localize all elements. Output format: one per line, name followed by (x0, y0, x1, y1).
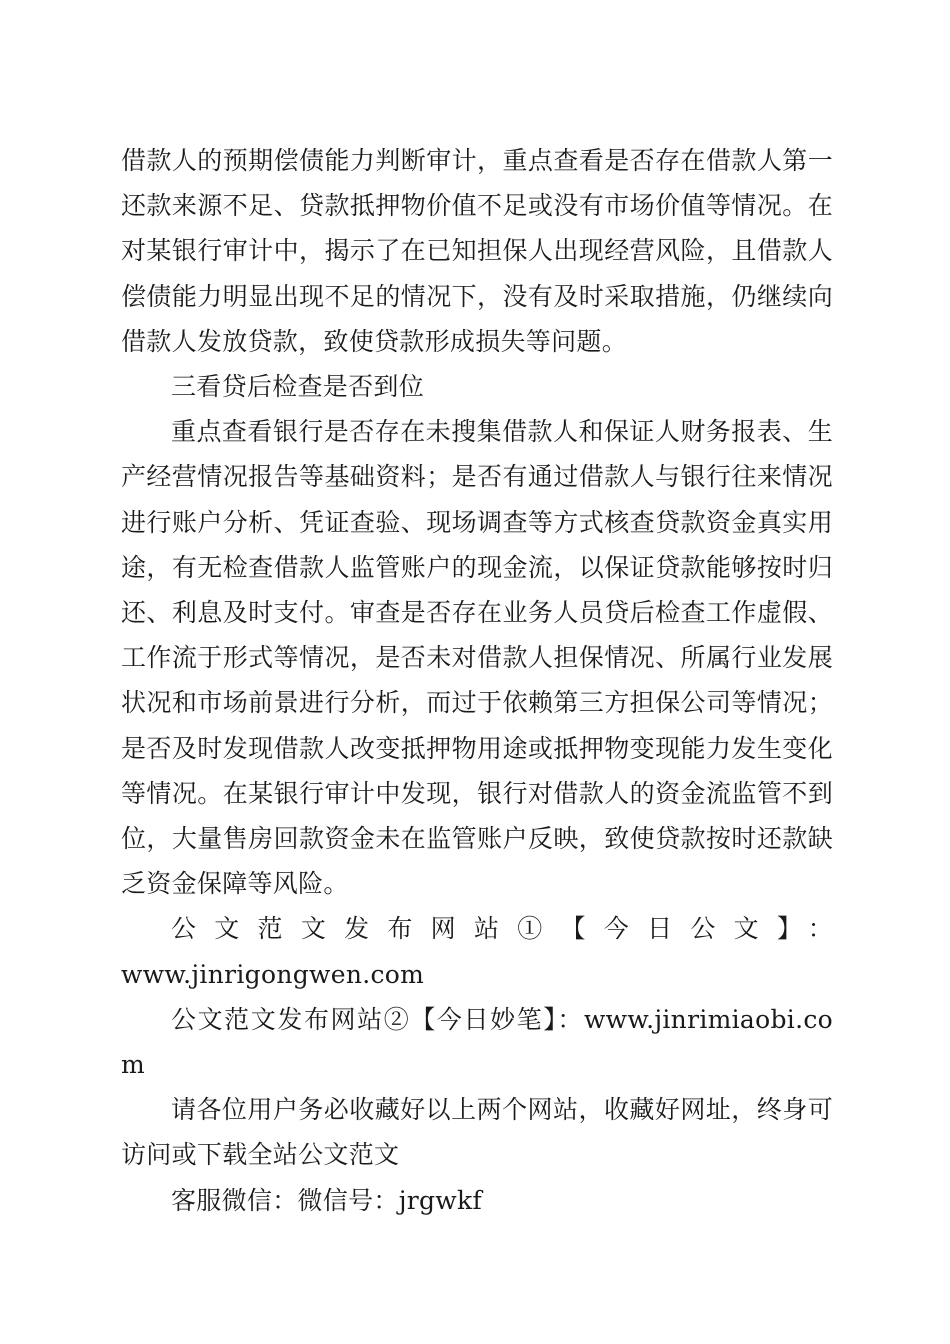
text-line: 够按时归还、利息及时支付。审查是否存在业务人员贷后检查 (121, 552, 834, 628)
text-line: 款人偿债能力明显出现不足的情况下，没有及时采取措施，仍 (121, 236, 833, 311)
body-paragraph (121, 138, 833, 364)
wechat-text: 客服微信：微信号：jrgwkf (171, 1185, 483, 1215)
text-line: 保公司等情况；是否及时发现借款人改变抵押物用途或抵押物 (121, 688, 833, 763)
body-paragraph (121, 409, 833, 906)
text-line: 借款人的预期偿债能力判断审计，重点查看是否存在借款人第 (121, 146, 808, 175)
text-line: 可访问或下载全站公文范文 (121, 1095, 833, 1170)
text-line: 在对某银行审计中，揭示了在已知担保人出现经营风险，且借 (121, 191, 833, 266)
text-line: 人的资金流监管不到位，大量售房回款资金未在监管账户反映， (121, 778, 834, 854)
heading-text: 三看贷后检查是否到位 (171, 372, 425, 402)
text-line: 工作虚假、工作流于形式等情况，是否未对借款人担保情况、 (121, 598, 833, 673)
text-line: 真实用途，有无检查借款人监管账户的现金流，以保证贷款能 (121, 507, 833, 582)
website-1-url-line (121, 952, 833, 997)
text-line: 所属行业发展状况和市场前景进行分析，而过于依赖第三方担 (121, 643, 833, 718)
section-heading (121, 364, 833, 409)
notice-paragraph (121, 1087, 833, 1177)
text-line: 一还款来源不足、贷款抵押物价值不足或没有市场价值等情况。 (121, 146, 833, 221)
text-line: 重点查看银行是否存在未搜集借款人和保证人财务报表、 (171, 417, 808, 447)
website-2-line (121, 997, 833, 1087)
website-1-label: 公文范文发布网站①【今日公文】： (171, 914, 833, 944)
website-1-url[interactable]: www.jinrigongwen.com (121, 959, 425, 989)
text-line: 生产经营情况报告等基础资料；是否有通过借款人与银行往来 (121, 417, 833, 492)
website-1-line (121, 906, 833, 951)
text-line: 继续向借款人发放贷款，致使贷款形成损失等问题。 (121, 281, 833, 356)
customer-service-wechat (121, 1178, 833, 1223)
text-line: 致使贷款按时还款缺乏资金保障等风险。 (121, 824, 834, 899)
text-line: 请各位用户务必收藏好以上两个网站，收藏好网址，终身 (171, 1095, 808, 1125)
document-page (121, 138, 833, 1223)
website-2-text[interactable]: 公文范文发布网站②【今日妙笔】：www.jinrimiaobi.com (121, 1004, 833, 1080)
text-line: 情况进行账户分析、凭证查验、现场调查等方式核查贷款资金 (121, 462, 833, 537)
text-line: 变现能力发生变化等情况。在某银行审计中发现，银行对借款 (121, 733, 833, 808)
